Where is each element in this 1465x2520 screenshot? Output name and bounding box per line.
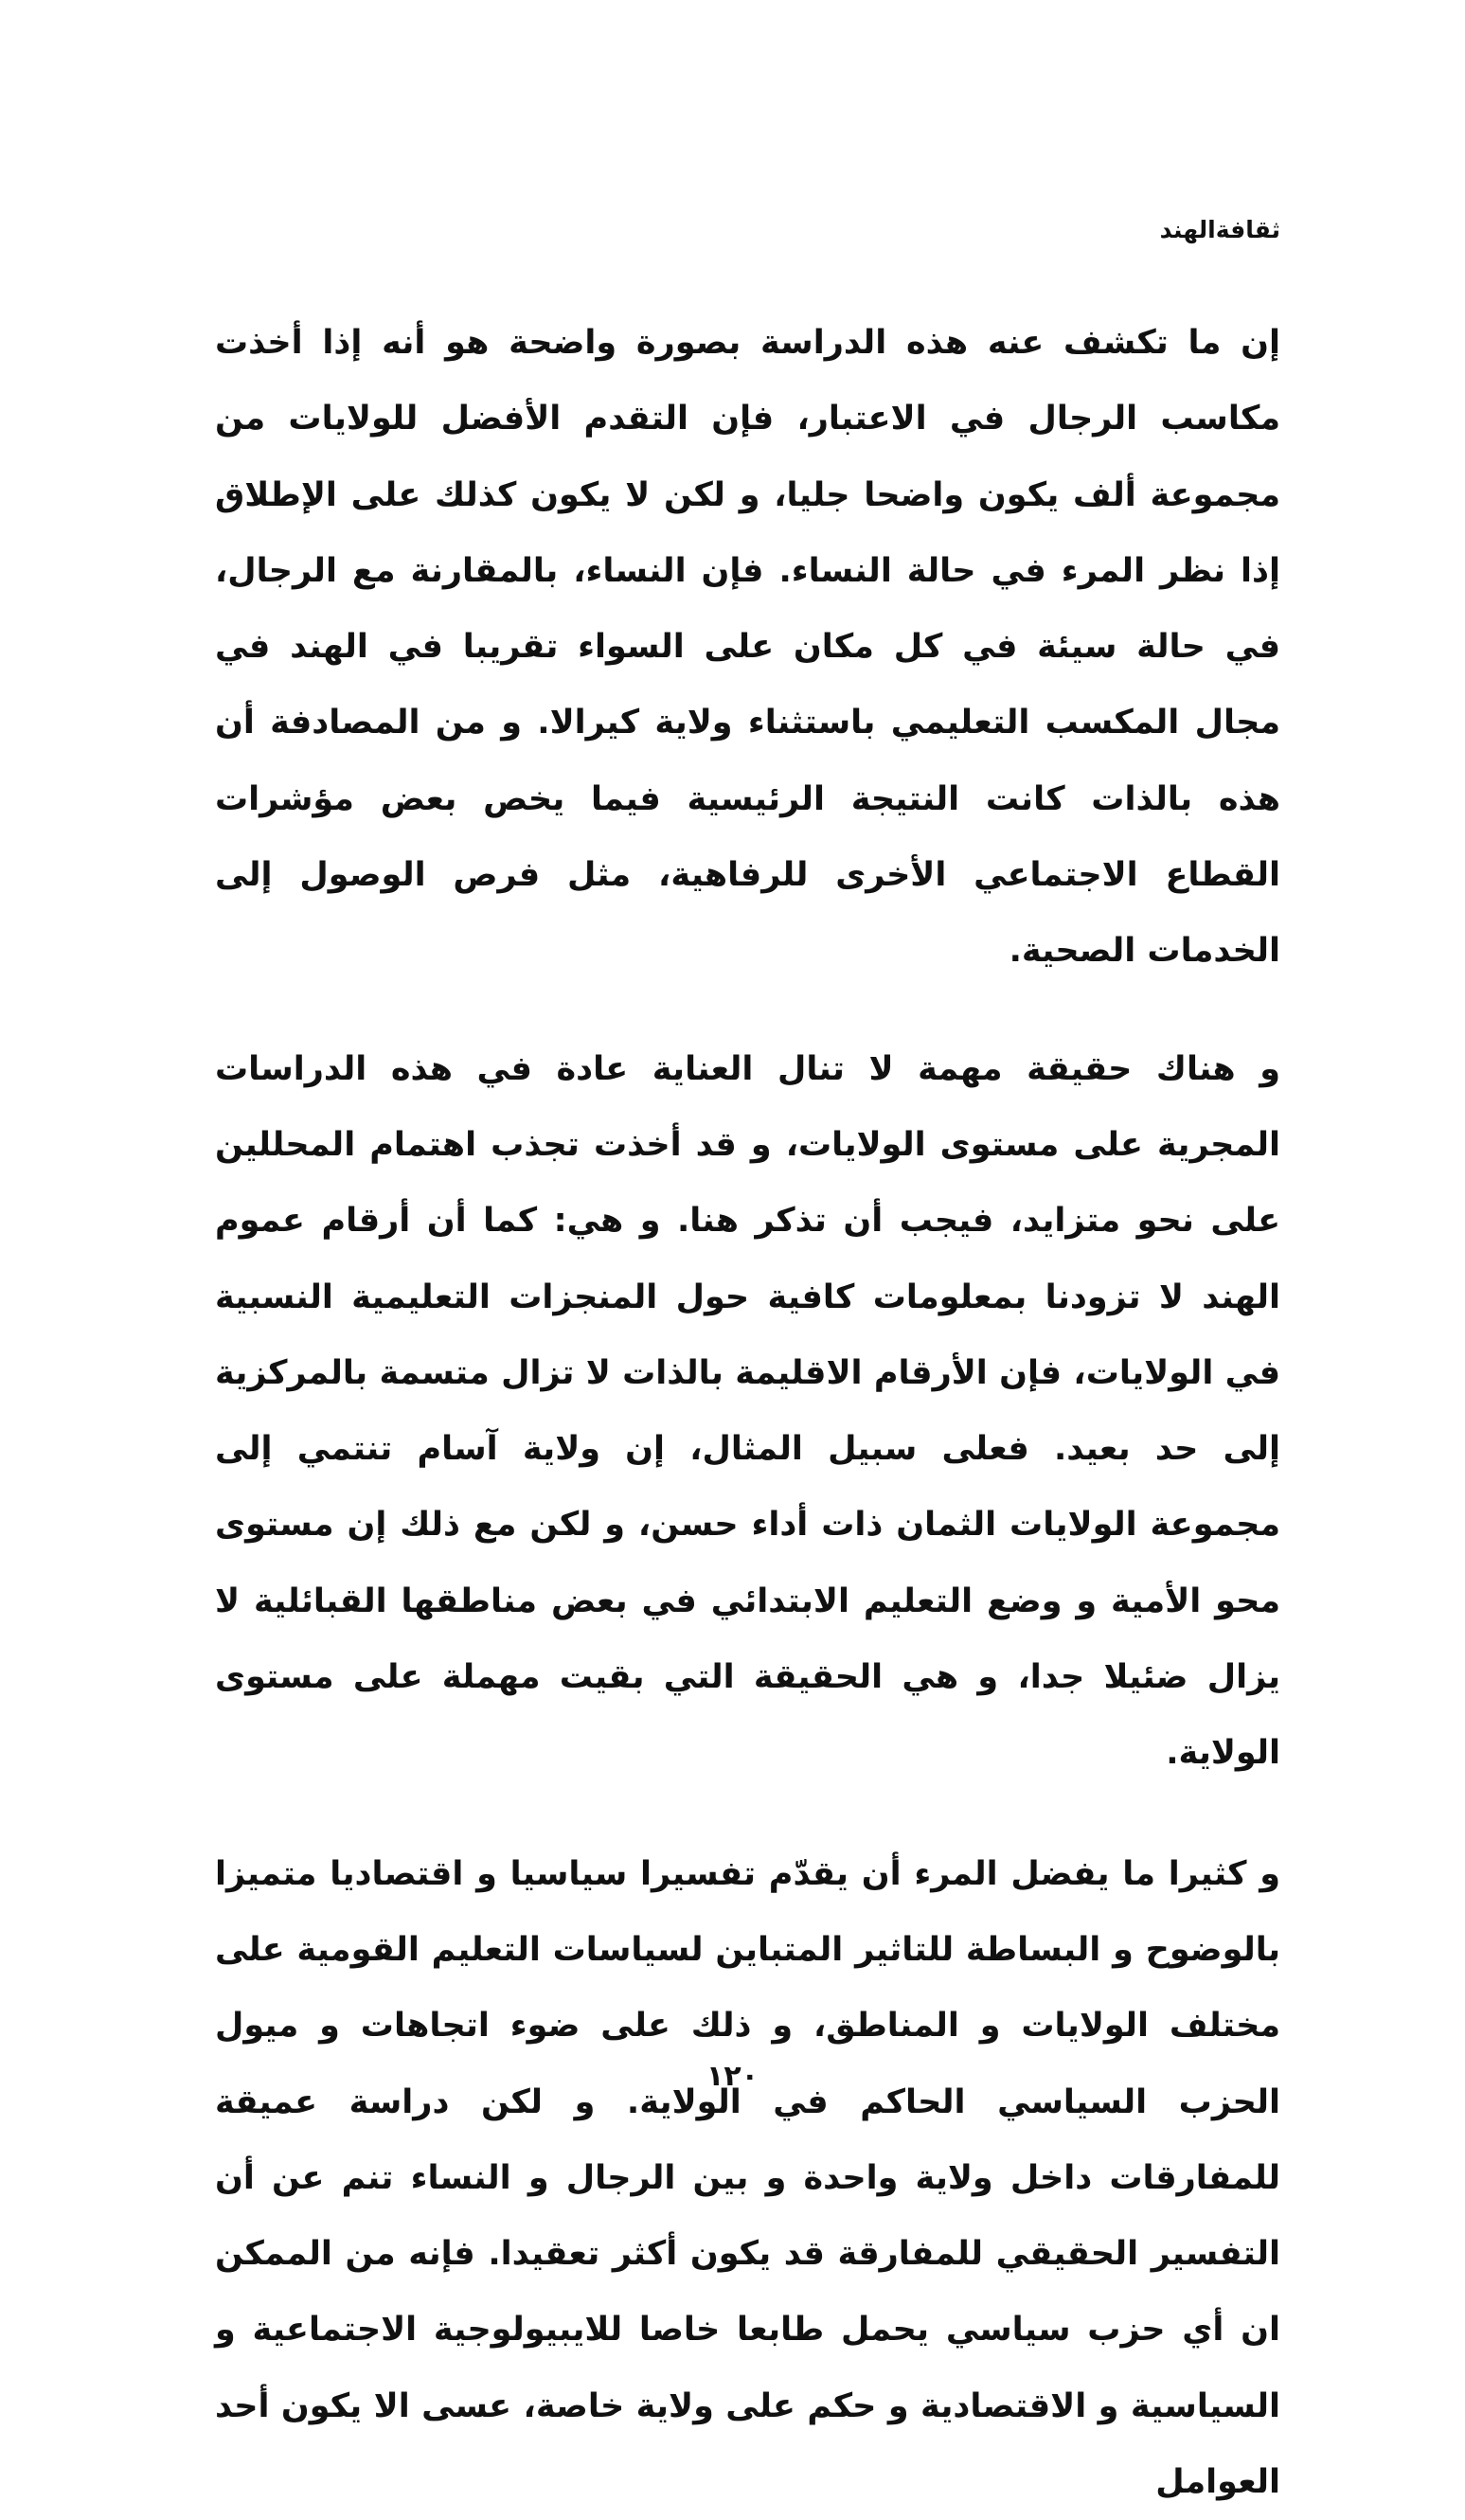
paragraph-3: و كثيرا ما يفضل المرء أن يقدّم تفسيرا سياسيا و اقتصاديا متميزا بالوضوح و البساطة للتاثير المتباين لسياسات التعليم القومية على مختلف الولايات و المناطق، و ذلك على ضوء اتجاهات و ميول الحزب السياسي الحاكم في الولاية. و لكن دراسة عميقة للمفارقات داخل ولاية واحدة و بين الرجال و النساء تنم عن أن التفسير الحقيقي للمفارقة قد يكون أكثر تعقيدا. فإنه من الممكن ان أي حزب سياسي يحمل طابعا خاصا للايبيولوجية الاجتماعية و السياسية و الاقتصادية و حكم على ولاية خاصة، عسى الا يكون أحد العوامل — [215, 1854, 1280, 2502]
body-text — [215, 305, 1280, 2520]
running-header: ثقافةالهند — [1159, 216, 1280, 243]
paragraph-1: إن ما تكشف عنه هذه الدراسة بصورة واضحة هو أنه إذا أخذت مكاسب الرجال في الاعتبار، فإن التقدم الأفضل للولايات من مجموعة ألف يكون واضحا جليا، و لكن لا يكون كذلك على الإطلاق إذا نظر المرء في حالة النساء. فإن النساء، بالمقارنة مع الرجال، في حالة سيئة في كل مكان على السواء تقريبا في الهند في مجال المكسب التعليمي باستثناء ولاية كيرالا. و من المصادفة أن هذه بالذات كانت النتيجة الرئيسية فيما يخص بعض مؤشرات القطاع الاجتماعي الأخرى للرفاهية، مثل فرص الوصول إلى الخدمات الصحية. — [215, 324, 1280, 971]
paragraph-2: و هناك حقيقة مهمة لا تنال العناية عادة في هذه الدراسات المجرية على مستوى الولايات، و قد أخذت تجذب اهتمام المحللين على نحو متزايد، فيجب أن تذكر هنا. و هي: كما أن أرقام عموم الهند لا تزودنا بمعلومات كافية حول المنجزات التعليمية النسبية في الولايات، فإن الأرقام الاقليمة بالذات لا تزال متسمة بالمركزية إلى حد بعيد. فعلى سبيل المثال، إن ولاية آسام تنتمي إلى مجموعة الولايات الثمان ذات أداء حسن، و لكن مع ذلك إن مستوى محو الأمية و وضع التعليم الابتدائي في بعض مناطقها القبائلية لا يزال ضئيلا جدا، و هي الحقيقة التي بقيت مهملة على مستوى الولاية. — [215, 1049, 1280, 1773]
page-number: ١٢٠ — [706, 2060, 759, 2093]
